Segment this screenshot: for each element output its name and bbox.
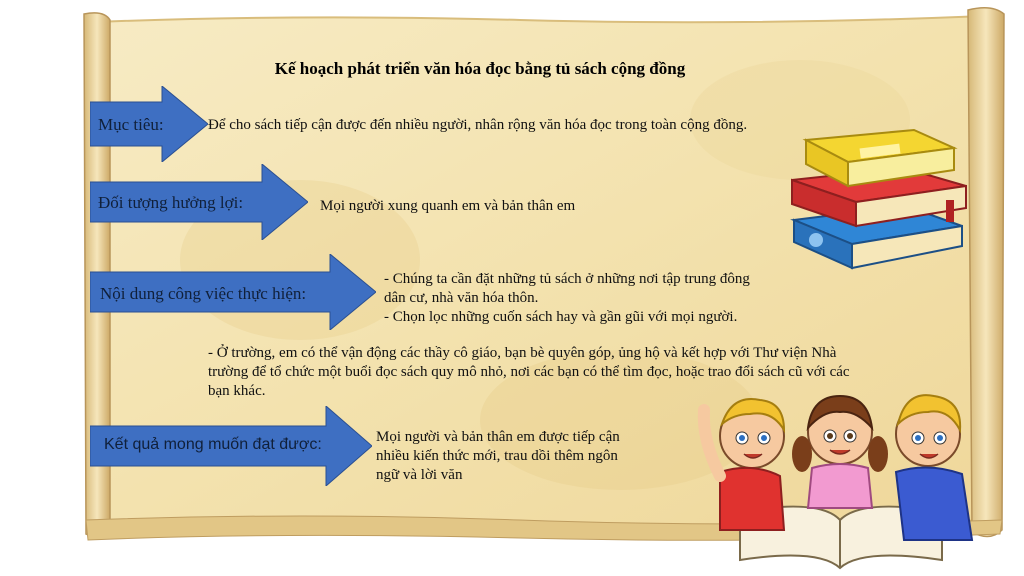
children-reading-illustration [680,380,1000,572]
extra-line-3: bạn khác. [208,383,266,399]
ket-qua-line-2: nhiều kiến thức mới, trau dồi thêm ngôn [376,448,618,464]
noi-dung-line-3: - Chọn lọc những cuốn sách hay và gần gũi với mọi người. [384,309,738,325]
page-title: Kế hoạch phát triển văn hóa đọc bằng tủ sách cộng đồng [274,59,686,78]
label-doi-tuong: Đối tượng hưởng lợi: [98,193,244,212]
books-stack-illustration [786,128,972,276]
ket-qua-line-3: ngữ và lời văn [376,467,463,483]
ket-qua-line-1: Mọi người và bản thân em được tiếp cận [376,429,620,445]
label-ket-qua: Kết quả mong muốn đạt được: [104,436,322,453]
label-muc-tieu: Mục tiêu: [98,115,164,134]
label-noi-dung: Nội dung công việc thực hiện: [100,284,307,303]
noi-dung-line-1: - Chúng ta cần đặt những tủ sách ở những nơi tập trung đông [384,271,750,287]
noi-dung-line-2: dân cư, nhà văn hóa thôn. [384,290,539,306]
text-ket-qua [376,428,620,485]
extra-line-1: - Ở trường, em có thể vận động các thầy cô giáo, bạn bè quyên góp, ủng hộ và kết hợp với Thư viện Nhà [208,345,837,361]
extra-line-2: trường để tổ chức một buổi đọc sách quy mô nhỏ, nơi các bạn có thể tìm đọc, hoặc trao đổi sách cũ với các [208,364,850,380]
text-noi-dung [384,270,750,327]
text-doi-tuong: Mọi người xung quanh em và bản thân em [320,198,576,214]
text-muc-tieu: Để cho sách tiếp cận được đến nhiều người, nhân rộng văn hóa đọc trong toàn cộng đồng. [208,117,748,133]
